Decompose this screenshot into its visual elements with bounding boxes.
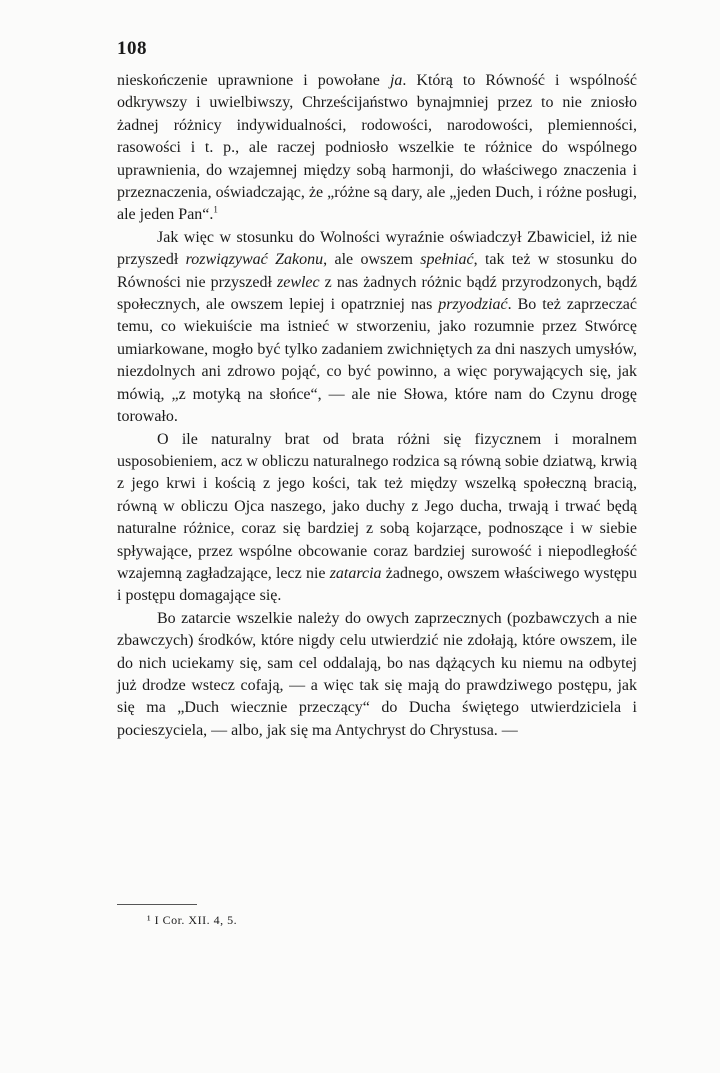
footnote: ¹ I Cor. XII. 4, 5.: [147, 913, 238, 927]
page-number: 108: [117, 38, 147, 59]
text-run: O ile naturalny brat od brata różni się fizycznem i moralnem usposobieniem, acz w obliczu naturalnego rodzica są równą sobie dziatwą, krwią z jego krwi i kością z jego kości, tak też między wszelką społeczną bracią, równą w obliczu Ojca naszego, jako duchy z Jego ducha, trwają i trwać będą naturalne różnice, coraz się bardziej z sobą kojarzące, podnoszące i w siebie spływające, przez wspólne obcowanie coraz bardziej surowość i niepodległość wzajemną zagładzające, lecz nie: [117, 430, 637, 582]
text-run: . Bo też zaprzeczać temu, co wiekuiście ma istnieć w stworzeniu, jako rozumnie przez Stwórcę umiarkowane, mogło być tylko zadaniem zwichniętych za dni naszych umysłów, niezdolnych ani zdrowo pojąć, co być powinno, a więc porywających się, jak mówią, „z motyką na słońce“, — ale nie Słowa, które nam do Czynu drogę torowało.: [117, 296, 637, 426]
italic-phrase: rozwiązywać Zakonu: [185, 251, 324, 269]
footnote-marker: 1: [213, 205, 218, 216]
body-text: [117, 70, 637, 742]
text-run: Jak więc w stosunku do Wolności wyraźnie oświadczył Zbawiciel, iż nie przyszedł: [117, 228, 637, 269]
paragraph: [117, 227, 637, 429]
text-run: nieskończenie uprawnione i powołane: [117, 72, 390, 89]
italic-phrase: spełniać: [420, 251, 474, 269]
text-run: żadnego, owszem właściwego występu i postępu domagające się.: [117, 564, 637, 605]
italic-phrase: zatarcia: [329, 564, 382, 582]
text-run: . Którą to Równość i wspólność odkrywszy i uwielbiwszy, Chrześcijaństwo bynajmniej przez to nie zniosło żadnej różnicy indywidualności, rodowości, narodowości, plemienności, rasowości i t. p., ale raczej podniosło wszelkie te różnice do wspólnego uprawnienia, do wzajemnej między sobą harmonji, do właściwego znaczenia i przeznaczenia, oświadczając, że „różne są dary, ale „jeden Duch, i różne posługi, ale jeden Pan“.: [117, 72, 637, 224]
paragraph: [117, 70, 637, 227]
text-run: z nas żadnych różnic bądź przyrodzonych, bądź społecznych, ale owszem lepiej i opatrzniej nas: [117, 273, 638, 314]
text-run: Bo zatarcie wszelkie należy do owych zaprzecznych (pozbawczych a nie zbawczych) środków, które nigdy celu utwierdzić nie zdołają, które owszem, ile do nich uciekamy się, sam cel oddalają, bo nas dążących ku niemu na odbytej już drodze wstecz cofają, — a więc tak się mają do prawdziwego postępu, jak się ma „Duch wiecznie przeczący“ do Ducha świętego utwierdziciela i pocieszyciela, — albo, jak się ma Antychryst do Chrystusa. —: [117, 609, 637, 739]
text-run: , tak też w stosunku do Równości nie przyszedł: [117, 251, 638, 291]
paragraph: [117, 608, 637, 742]
text-run: , ale owszem: [323, 251, 421, 269]
italic-phrase: ja: [389, 72, 403, 89]
footnote-divider: [117, 904, 197, 905]
italic-phrase: przyodziać: [438, 296, 508, 314]
paragraph: [117, 429, 637, 608]
italic-phrase: zewlec: [276, 273, 320, 291]
